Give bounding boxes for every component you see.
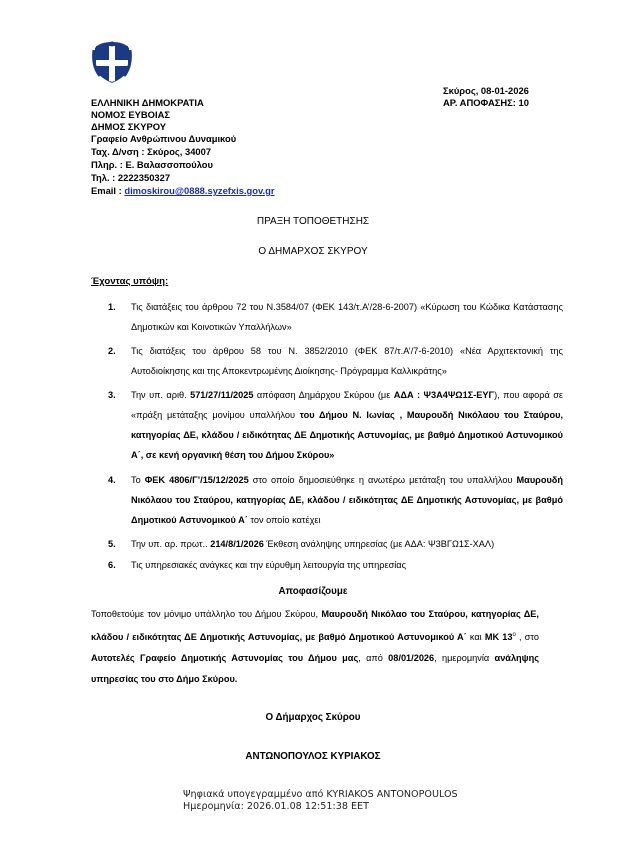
digital-signature-line: Ψηφιακά υπογεγραμμένο από KYRIAKOS ANTONOPOULOS <box>183 789 458 800</box>
text-segment: τον οποίο κατέχει <box>247 515 321 525</box>
email-link[interactable]: dimoskirou@0888.syzefxis.gov.gr <box>124 185 275 196</box>
text-segment: Το <box>131 475 145 485</box>
considering-heading: Έχοντας υπόψη: <box>91 276 169 287</box>
email-label: Email : <box>91 185 125 196</box>
issuer-line: ΕΛΛΗΝΙΚΗ ΔΗΜΟΚΡΑΤΙΑ <box>91 97 204 108</box>
item-text <box>131 341 563 381</box>
document-subtitle: Ο ΔΗΜΑΡΧΟΣ ΣΚΥΡΟΥ <box>258 246 368 257</box>
text-segment: , ημερομηνία <box>434 653 495 664</box>
decision-number: ΑΡ. ΑΠΟΦΑΣΗΣ: 10 <box>443 97 529 108</box>
text-segment: Τις υπηρεσιακές ανάγκες και την εύρυθμη λειτουργία της υπηρεσίας <box>131 560 407 570</box>
item-number: 4. <box>108 475 116 485</box>
mayor-title: Ο Δήμαρχος Σκύρου <box>265 712 361 723</box>
item-text <box>131 555 563 575</box>
text-segment: Έκθεση ανάληψης υπηρεσίας (με ΑΔΑ: Ψ3ΒΓΩ1Σ-ΧΑΛ) <box>263 539 495 549</box>
item-number: 6. <box>108 560 116 570</box>
bold-text-segment: 571/27/11/2025 <box>190 390 254 400</box>
issuer-line: Γραφείο Ανθρώπινου Δυναμικού <box>91 133 237 144</box>
item-number: 3. <box>108 390 116 400</box>
item-number: 1. <box>108 302 116 312</box>
text-segment: Την υπ. αριθ. <box>131 390 191 400</box>
mayor-name: ΑΝΤΩΝΟΠΟΥΛΟΣ ΚΥΡΙΑΚΟΣ <box>245 751 381 762</box>
bold-text-segment: ΑΔΑ : Ψ3Α4ΨΩ1Σ-ΕΥΓ <box>393 390 495 400</box>
bold-text-segment: Μαυρουδή Νικόλαου του Σταύρου, κατηγορίας ΔΕ, κλάδου / ειδικότητας ΔΕ Δημοτικής Αστυνομίας, με βαθμό Δημοτικού Αστυνομικού Α΄ <box>131 475 563 525</box>
text-segment: Την υπ. αρ. πρωτ.. <box>131 539 211 549</box>
text-segment: και <box>466 632 485 643</box>
issuer-line: Πληρ. : Ε. Βαλασσοπούλου <box>91 159 213 170</box>
item-text <box>131 470 563 530</box>
decision-heading: Αποφασίζουμε <box>278 586 348 597</box>
bold-text-segment: Αυτοτελές Γραφείο Δημοτικής Αστυνομίας του Δήμου μας <box>91 653 359 664</box>
bold-text-segment: 08/01/2026 <box>388 653 435 664</box>
text-segment: Τις διατάξεις του άρθρου 58 του Ν. 3852/2010 (ΦΕΚ 87/τ.Α’/7-6-2010) «Νέα Αρχιτεκτονική της Αυτοδιοίκησης και της Αποκεντρωμένης Διοίκησης- Πρόγραμμα Καλλικράτης» <box>131 346 563 376</box>
text-segment: στο οποίο δημοσιεύθηκε η ανωτέρω μετάταξη του υπαλλήλου <box>248 475 517 485</box>
item-number: 5. <box>108 539 116 549</box>
greek-coat-of-arms-icon <box>92 40 132 84</box>
bold-text-segment: του Δήμου Ν. Ιωνίας , Μαυρουδή Νικόλαου του Σταύρου, κατηγορίας ΔΕ, κλάδου / ειδικότητας ΔΕ Δημοτικής Αστυνομίας, με βαθμό Δημοτικού Αστυνομικού Α΄, σε κενή οργανική θέση του Δήμου Σκύρου» <box>131 410 563 460</box>
digital-signature-date: Ημερομηνία: 2026.01.08 12:51:38 EET <box>183 801 369 812</box>
text-segment: , από <box>358 653 389 664</box>
item-text <box>131 297 563 337</box>
document-title: ΠΡΑΞΗ ΤΟΠΟΘΕΤΗΣΗΣ <box>256 216 370 227</box>
text-segment: , στο <box>515 632 540 643</box>
issuer-line: Ταχ. Δ/νση : Σκύρος, 34007 <box>91 146 212 157</box>
item-text <box>131 385 563 465</box>
text-segment: απόφαση Δημάρχου Σκύρου (με <box>253 390 394 400</box>
text-segment: ο <box>512 632 516 638</box>
bold-text-segment: ανάληψης υπηρεσίας του στο Δήμο Σκύρου. <box>91 653 539 685</box>
place-date: Σκύρος, 08-01-2026 <box>443 85 529 96</box>
email-line <box>91 185 275 197</box>
bold-text-segment: Μαυρουδή Νικόλαο του Σταύρου, κατηγορίας ΔΕ, κλάδου / ειδικότητας ΔΕ Δημοτικής Αστυνομίας, με βαθμό Δημοτικού Αστυνομικού Α΄ <box>91 609 539 643</box>
text-segment: Τοποθετούμε τον μόνιμο υπάλληλο του Δήμου Σκύρου, <box>91 609 322 619</box>
item-number: 2. <box>108 346 116 356</box>
item-text <box>131 534 563 554</box>
text-segment: ), που αφορά σε «πράξη μετάταξης μονίμου υπαλλήλου <box>131 390 563 420</box>
decision-paragraph <box>91 604 539 690</box>
issuer-line: ΔΗΜΟΣ ΣΚΥΡΟΥ <box>91 121 167 132</box>
bold-text-segment: 214/8/1/2026 <box>210 539 264 549</box>
issuer-line: ΝΟΜΟΣ ΕΥΒΟΙΑΣ <box>91 109 170 120</box>
issuer-line: Τηλ. : 2222350327 <box>91 172 171 183</box>
bold-text-segment: ΦΕΚ 4806/Γ’/15/12/2025 <box>144 475 249 485</box>
bold-text-segment: ΜΚ 13 <box>484 632 513 643</box>
text-segment: Τις διατάξεις του άρθρου 72 του Ν.3584/07 (ΦΕΚ 143/τ.Α’/28-6-2007) «Κύρωση του Κώδικα Κατάστασης Δημοτικών και Κοινοτικών Υπαλλήλων» <box>131 302 563 332</box>
